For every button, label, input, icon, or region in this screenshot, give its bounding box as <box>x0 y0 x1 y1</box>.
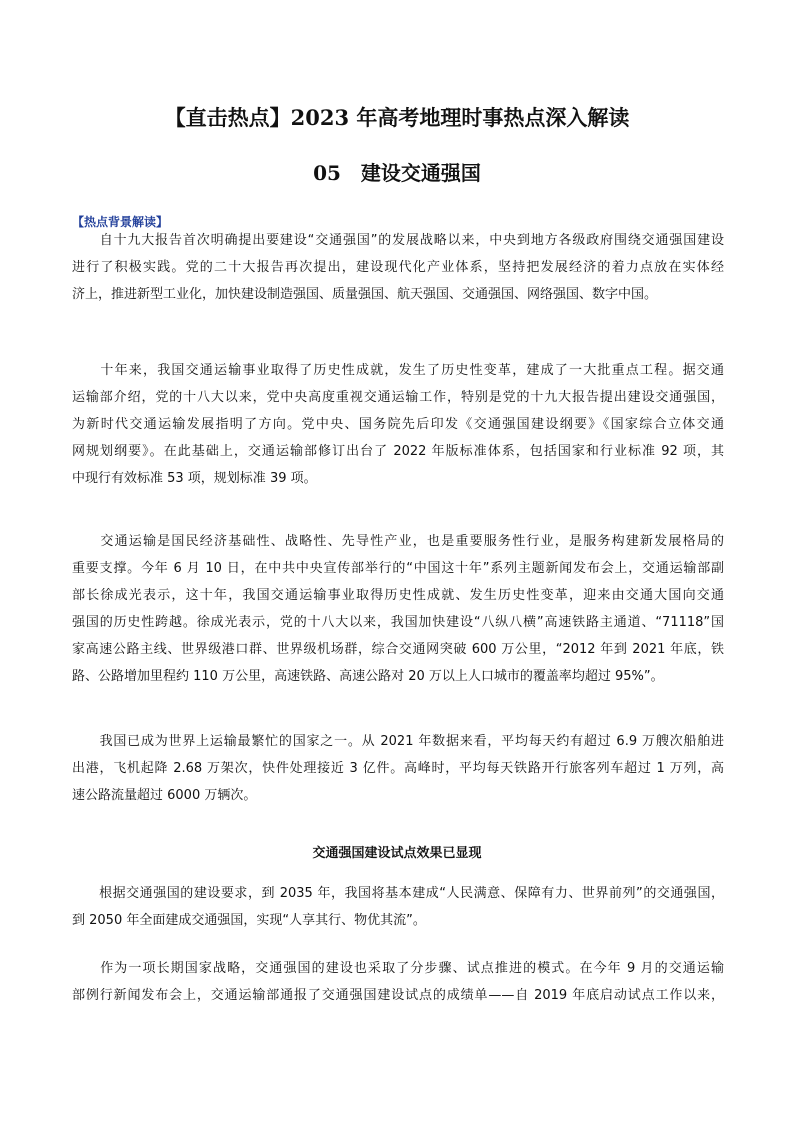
paragraph-2 <box>72 357 724 492</box>
paragraph-line: 出港，飞机起降 2.68 万架次，快件处理接近 3 亿件。高峰时，平均每天铁路开行旅客列车超过 1 万列，高 <box>72 761 724 776</box>
paragraph-line: 进行了积极实践。党的二十大报告再次提出，建设现代化产业体系，坚持把发展经济的着力点放在实体经 <box>72 260 724 275</box>
document-subtitle: 05 建设交通强国 <box>313 161 481 185</box>
paragraph-4 <box>72 728 724 809</box>
section-heading: 交通强国建设试点效果已显现 <box>312 846 482 861</box>
paragraph-line: 十年来，我国交通运输事业取得了历史性成就，发生了历史性变革，建成了一大批重点工程。据交通 <box>72 363 724 378</box>
paragraph-line: 强国的历史性跨越。徐成光表示，党的十八大以来，我国加快建设“八纵八横”高速铁路主通道、“71118”国 <box>72 615 724 630</box>
paragraph-line: 运输部介绍，党的十八大以来，党中央高度重视交通运输工作，特别是党的十九大报告提出建设交通强国， <box>72 390 724 405</box>
paragraph-line: 重要支撑。今年 6 月 10 日，在中共中央宣传部举行的“中国这十年”系列主题新闻发布会上，交通运输部副 <box>72 561 724 576</box>
paragraph-line: 路、公路增加里程约 110 万公里，高速铁路、高速公路对 20 万以上人口城市的覆盖率均超过 95%”。 <box>72 669 664 684</box>
paragraph-line: 交通运输是国民经济基础性、战略性、先导性产业，也是重要服务性行业，是服务构建新发展格局的 <box>72 534 724 549</box>
paragraph-3 <box>72 528 724 690</box>
paragraph-line: 家高速公路主线、世界级港口群、世界级机场群，综合交通网突破 600 万公里，“2012 年到 2021 年底，铁 <box>72 642 724 657</box>
document-title: 【直击热点】2023 年高考地理时事热点深入解读 <box>164 105 630 130</box>
paragraph-line: 根据交通强国的建设要求，到 2035 年，我国将基本建成“人民满意、保障有力、世界前列”的交通强国， <box>72 886 724 901</box>
paragraph-line: 到 2050 年全面建成交通强国，实现“人享其行、物优其流”。 <box>72 913 426 928</box>
paragraph-line: 为新时代交通运输发展指明了方向。党中央、国务院先后印发《交通强国建设纲要》《国家综合立体交通 <box>72 417 724 432</box>
paragraph-6 <box>72 955 724 1009</box>
paragraph-1 <box>72 227 724 308</box>
paragraph-5 <box>72 880 724 934</box>
paragraph-line: 中现行有效标准 53 项，规划标准 39 项。 <box>72 471 317 486</box>
paragraph-line: 速公路流量超过 6000 万辆次。 <box>72 788 257 803</box>
paragraph-line: 部例行新闻发布会上，交通运输部通报了交通强国建设试点的成绩单——自 2019 年底启动试点工作以来， <box>72 988 724 1003</box>
section-label: 【热点背景解读】 <box>72 215 169 229</box>
paragraph-line: 济上，推进新型工业化，加快建设制造强国、质量强国、航天强国、交通强国、网络强国、数字中国。 <box>72 287 658 302</box>
paragraph-line: 作为一项长期国家战略，交通强国的建设也采取了分步骤、试点推进的模式。在今年 9 月的交通运输 <box>72 961 724 976</box>
paragraph-line: 自十九大报告首次明确提出要建设“交通强国”的发展战略以来，中央到地方各级政府围绕交通强国建设 <box>72 233 724 248</box>
paragraph-line: 网规划纲要》。在此基础上，交通运输部修订出台了 2022 年版标准体系，包括国家和行业标准 92 项，其 <box>72 444 724 459</box>
paragraph-line: 我国已成为世界上运输最繁忙的国家之一。从 2021 年数据来看，平均每天约有超过 6.9 万艘次船舶进 <box>72 734 724 749</box>
paragraph-line: 部长徐成光表示，这十年，我国交通运输事业取得历史性成就、发生历史性变革，迎来由交通大国向交通 <box>72 588 724 603</box>
